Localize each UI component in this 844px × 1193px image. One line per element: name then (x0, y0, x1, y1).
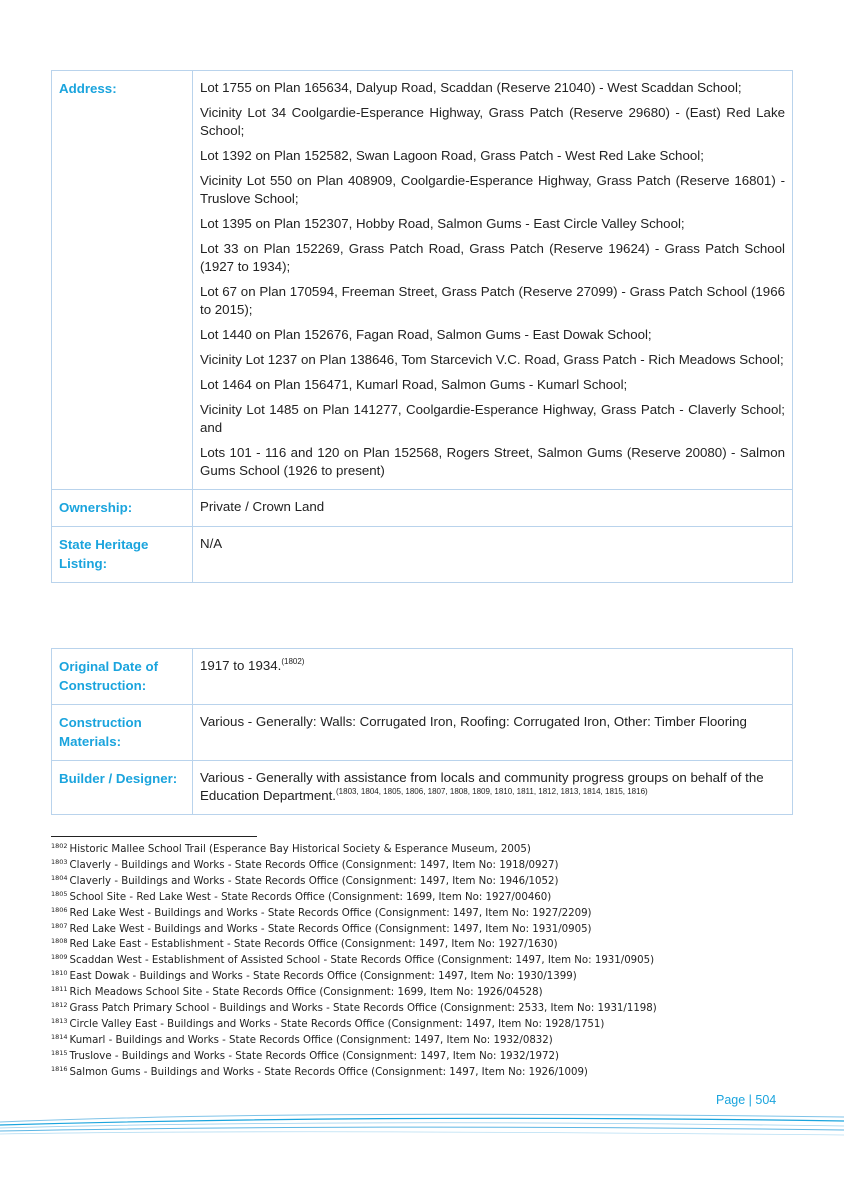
address-entry: Vicinity Lot 1237 on Plan 138646, Tom Starcevich V.C. Road, Grass Patch - Rich Meadows School; (200, 352, 784, 367)
ownership-row (52, 490, 793, 527)
footnote-item (51, 842, 811, 858)
page-number: Page | 504 (716, 1093, 777, 1107)
construction-date-text: 1917 to 1934. (200, 658, 282, 673)
construction-date-row (52, 649, 793, 705)
footnote-item (51, 874, 811, 890)
footnote-text: Historic Mallee School Trail (Esperance Bay Historical Society & Esperance Museum, 2005) (69, 844, 531, 855)
footnote-text: Red Lake West - Buildings and Works - State Records Office (Consignment: 1497, Item No: 1927/2209) (69, 907, 592, 919)
address-entry: Vicinity Lot 1485 on Plan 141277, Coolgardie-Esperance Highway, Grass Patch - Claverly School; and (200, 402, 785, 435)
builder-text: Various - Generally with assistance from locals and community progress groups on behalf of the Education Department. (200, 770, 764, 803)
footnote-text: Claverly - Buildings and Works - State Records Office (Consignment: 1497, Item No: 1946/1052) (69, 875, 559, 887)
footnote-item (51, 1065, 811, 1081)
builder-label: Builder / Designer: (52, 761, 193, 815)
address-entry: Lot 67 on Plan 170594, Freeman Street, Grass Patch (Reserve 27099) - Grass Patch School (1966 to 2015); (200, 284, 785, 317)
address-entry: Lot 1392 on Plan 152582, Swan Lagoon Road, Grass Patch - West Red Lake School; (200, 148, 704, 163)
footnote-number: 1803 (51, 857, 68, 866)
footnote-text: Grass Patch Primary School - Buildings and Works - State Records Office (Consignment: 2533, Item No: 1931/1198) (69, 1003, 657, 1015)
footnote-item (51, 969, 811, 985)
footnote-item (51, 858, 811, 874)
footnote-item (51, 1001, 811, 1017)
footnote-number: 1816 (51, 1064, 68, 1073)
ownership-label: Ownership: (52, 490, 193, 527)
construction-materials-value: Various - Generally: Walls: Corrugated Iron, Roofing: Corrugated Iron, Other: Timber Flooring (193, 705, 793, 761)
property-details-table (51, 70, 793, 583)
address-entry: Lot 33 on Plan 152269, Grass Patch Road, Grass Patch (Reserve 19624) - Grass Patch School (1927 to 1934); (200, 241, 785, 274)
construction-date-value (193, 649, 793, 705)
footnote-number: 1808 (51, 937, 68, 946)
decorative-wave-lines (0, 1108, 844, 1148)
footnote-text: Claverly - Buildings and Works - State Records Office (Consignment: 1497, Item No: 1918/0927) (69, 859, 559, 871)
footnote-reference: (1802) (281, 657, 305, 666)
footnote-item (51, 890, 811, 906)
construction-details-table (51, 648, 793, 815)
footnote-number: 1805 (51, 889, 68, 898)
construction-materials-row (52, 705, 793, 761)
footnote-text: Circle Valley East - Buildings and Works - State Records Office (Consignment: 1497, Item No: 1928/1751) (69, 1018, 605, 1030)
footnote-text: Scaddan West - Establishment of Assisted School - State Records Office (Consignment: 1497, Item No: 1931/0905) (69, 955, 655, 967)
footnote-number: 1812 (51, 1001, 68, 1010)
builder-row (52, 761, 793, 815)
address-entry: Vicinity Lot 34 Coolgardie-Esperance Highway, Grass Patch (Reserve 29680) - (East) Red Lake School; (200, 105, 785, 138)
footnote-separator (51, 836, 257, 837)
footnote-references: (1803, 1804, 1805, 1806, 1807, 1808, 1809, 1810, 1811, 1812, 1813, 1814, 1815, 1816) (336, 787, 648, 796)
heritage-listing-value: N/A (193, 527, 793, 583)
footnote-number: 1807 (51, 921, 68, 930)
footnote-number: 1806 (51, 905, 68, 914)
heritage-listing-row (52, 527, 793, 583)
footnote-number: 1813 (51, 1016, 68, 1025)
footnote-text: East Dowak - Buildings and Works - State Records Office (Consignment: 1497, Item No: 1930/1399) (69, 971, 577, 983)
footnote-number: 1814 (51, 1032, 68, 1041)
address-entry: Vicinity Lot 550 on Plan 408909, Coolgardie-Esperance Highway, Grass Patch (Reserve 16801) - Truslove School; (200, 173, 785, 206)
address-entry: Lot 1395 on Plan 152307, Hobby Road, Salmon Gums - East Circle Valley School; (200, 216, 685, 231)
ownership-value: Private / Crown Land (193, 490, 793, 527)
footnote-text: School Site - Red Lake West - State Records Office (Consignment: 1699, Item No: 1927/00460) (69, 891, 552, 903)
address-entry: Lot 1440 on Plan 152676, Fagan Road, Salmon Gums - East Dowak School; (200, 327, 652, 342)
footnote-item (51, 953, 811, 969)
address-entry: Lots 101 - 116 and 120 on Plan 152568, Rogers Street, Salmon Gums (Reserve 20080) - Salmon Gums School (1926 to present) (200, 445, 785, 478)
heritage-listing-label: State Heritage Listing: (52, 527, 193, 583)
footnote-item (51, 906, 811, 922)
footnote-item (51, 1049, 811, 1065)
address-entry: Lot 1464 on Plan 156471, Kumarl Road, Salmon Gums - Kumarl School; (200, 377, 628, 392)
footnote-item (51, 1033, 811, 1049)
footnote-number: 1802 (51, 842, 68, 850)
builder-value (193, 761, 793, 815)
footnote-text: Kumarl - Buildings and Works - State Records Office (Consignment: 1497, Item No: 1932/0832) (69, 1034, 553, 1046)
footnote-item (51, 1017, 811, 1033)
footnote-item (51, 922, 811, 938)
address-list (193, 71, 793, 490)
footnote-text: Red Lake East - Establishment - State Records Office (Consignment: 1497, Item No: 1927/1630) (69, 939, 558, 951)
footnote-number: 1810 (51, 969, 68, 978)
footnote-text: Rich Meadows School Site - State Records Office (Consignment: 1699, Item No: 1926/04528) (69, 987, 543, 999)
footnotes (51, 842, 811, 1081)
address-label: Address: (52, 71, 193, 490)
footnote-number: 1809 (51, 953, 68, 962)
construction-date-label: Original Date of Construction: (52, 649, 193, 705)
footnote-item (51, 937, 811, 953)
address-entry: Lot 1755 on Plan 165634, Dalyup Road, Scaddan (Reserve 21040) - West Scaddan School; (200, 80, 742, 95)
address-row (52, 71, 793, 490)
footnote-number: 1804 (51, 873, 68, 882)
footnote-number: 1811 (51, 985, 68, 994)
footnote-number: 1815 (51, 1048, 68, 1057)
footnote-text: Red Lake West - Buildings and Works - State Records Office (Consignment: 1497, Item No: 1931/0905) (69, 923, 592, 935)
footnote-text: Salmon Gums - Buildings and Works - State Records Office (Consignment: 1497, Item No: 1926/1009) (69, 1066, 588, 1078)
footnote-item (51, 985, 811, 1001)
footnote-text: Truslove - Buildings and Works - State Records Office (Consignment: 1497, Item No: 1932/1972) (69, 1050, 559, 1062)
construction-materials-label: Construction Materials: (52, 705, 193, 761)
